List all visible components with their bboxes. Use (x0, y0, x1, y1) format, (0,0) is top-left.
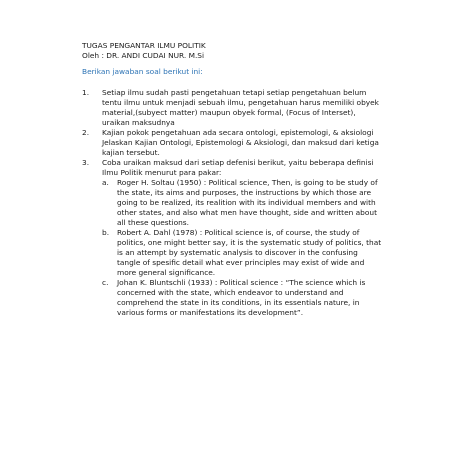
question-item (82, 88, 382, 128)
document-author: Oleh : DR. ANDI CUDAI NUR. M.Si (82, 51, 205, 60)
sub-question-letter: c. (102, 278, 109, 287)
question-number: 2. (82, 128, 90, 137)
sub-question-item (102, 228, 382, 278)
sub-question-item (102, 178, 382, 228)
sub-question-text: Johan K. Bluntschli (1933) : Political science : “The science which is concerned with the state, which endeavor to understand and comprehend the state in its conditions, in its essentials nature, in various forms or manifestations its development”. (117, 278, 366, 317)
sub-question-letter: b. (102, 228, 110, 237)
sub-question-letter: a. (102, 178, 109, 187)
question-number: 1. (82, 88, 90, 97)
question-item (82, 128, 382, 158)
sub-question-list (102, 178, 382, 318)
sub-question-item (102, 278, 382, 318)
question-text: Setiap ilmu sudah pasti pengetahuan tetapi setiap pengetahuan belum tentu ilmu untuk menjadi sebuah ilmu, pengetahuan harus memiliki obyek material,(subyect matter) maupun obyek formal, (Focus of Interset), uraikan maksudnya (102, 88, 379, 127)
sub-question-text: Robert A. Dahl (1978) : Political science is, of course, the study of politics, one might better say, it is the systematic study of politics, that is an attempt by systematic analysis to discover in the confusing tangle of spesific detail what ever principles may exist of wide and more general significance. (117, 228, 382, 277)
document-header (82, 41, 412, 61)
document-title: TUGAS PENGANTAR ILMU POLITIK (82, 41, 206, 50)
question-text: Kajian pokok pengetahuan ada secara ontologi, epistemologi, & aksiologi Jelaskan Kajian Ontologi, Epistemologi & Aksiologi, dan maksud dari ketiga kajian tersebut. (102, 128, 379, 157)
question-number: 3. (82, 158, 90, 167)
question-text: Coba uraikan maksud dari setiap defenisi berikut, yaitu beberapa definisi Ilmu Politik menurut para pakar: (102, 158, 374, 177)
instruction-text: Berikan jawaban soal berikut ini: (82, 67, 203, 76)
question-list (82, 88, 382, 318)
sub-question-text: Roger H. Soltau (1950) : Political science, Then, is going to be study of the state, its aims and purposes, the instructions by which those are going to be realized, its realition with its individual members and with other states, and also what men have thought, side and written about all these questions. (117, 178, 378, 227)
question-item (82, 158, 382, 318)
